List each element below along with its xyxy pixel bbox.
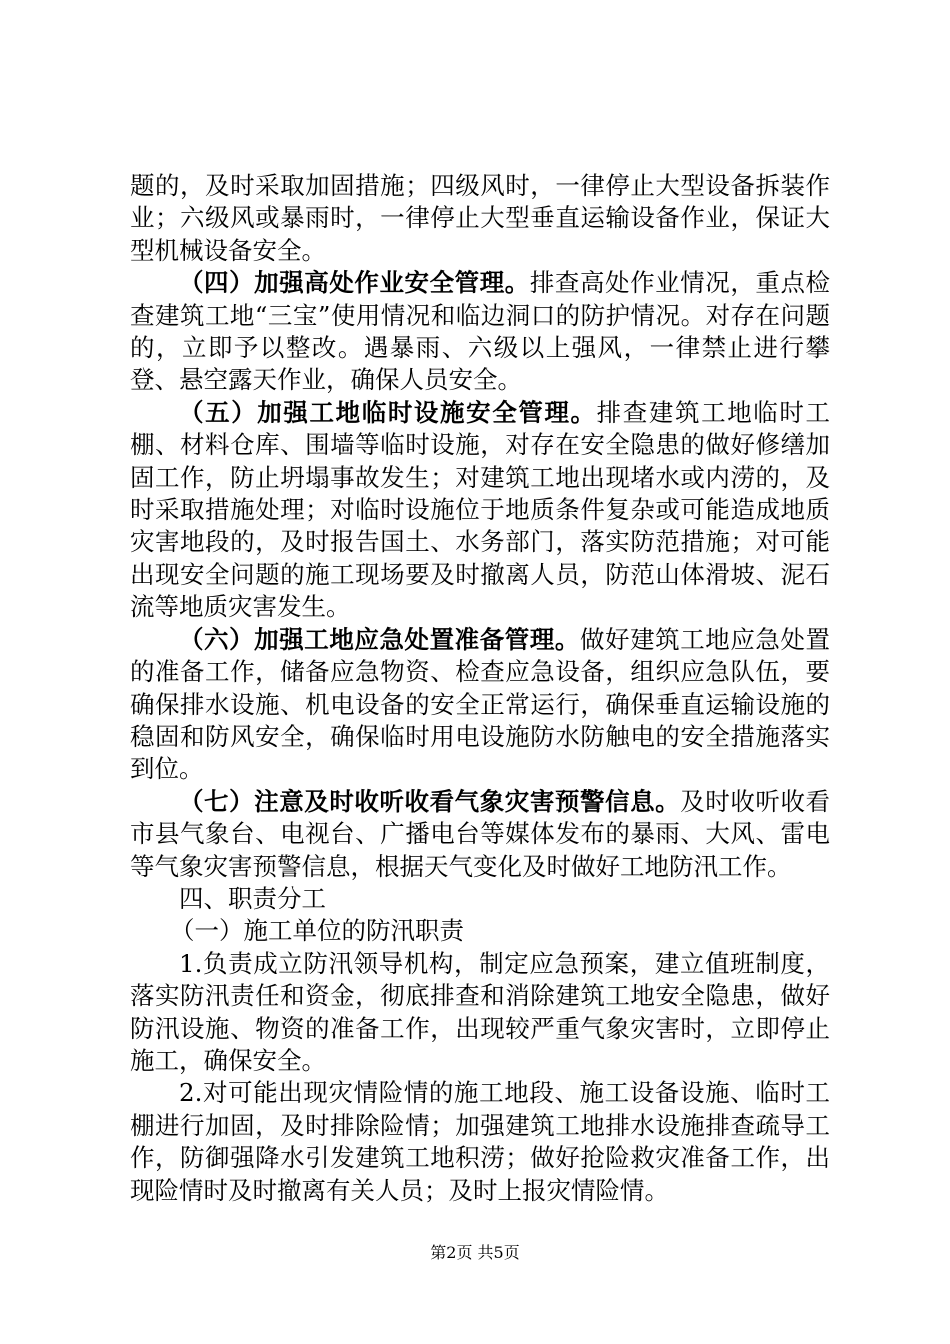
document-body <box>130 170 830 1207</box>
paragraph-title: （五）加强工地临时设施安全管理。 <box>179 397 597 427</box>
paragraph-title: （七）注意及时收听收看气象灾害预警信息。 <box>179 786 681 816</box>
paragraph-temporary-facilities <box>130 397 830 624</box>
paragraph-body: 排查高处作业情况，重点检查建筑工地“三宝”使用情况和临边洞口的防护情况。对存在问题的，立即予以整改。遇暴雨、六级以上强风，一律禁止进行攀登、悬空露天作业，确保人员安全。 <box>130 268 831 395</box>
paragraph-title: （六）加强工地应急处置准备管理。 <box>179 624 580 654</box>
subsection-heading: （一）施工单位的防汛职责 <box>170 916 464 946</box>
paragraph-body: 排查建筑工地临时工棚、材料仓库、围墙等临时设施，对存在安全隐患的做好修缮加固工作，防止坍塌事故发生；对建筑工地出现堵水或内涝的，及时采取措施处理；对临时设施位于地质条件复杂或可能造成地质灾害地段的，及时报告国土、水务部门，落实防范措施；对可能出现安全问题的施工现场要及时撤离人员，防范山体滑坡、泥石流等地质灾害发生。 <box>130 397 831 622</box>
paragraph-high-altitude-work <box>130 267 830 397</box>
paragraph-emergency-preparation <box>130 624 830 786</box>
paragraph-body: 及时收听收看市县气象台、电视台、广播电台等媒体发布的暴雨、大风、雷电等气象灾害预警信息，根据天气变化及时做好工地防汛工作。 <box>130 786 831 881</box>
paragraph-item-2: 2.对可能出现灾情险情的施工地段、施工设备设施、临时工棚进行加固，及时排除险情；加强建筑工地排水设施排查疏导工作，防御强降水引发建筑工地积涝；做好抢险救灾准备工作，出现险情时及时撤离有关人员；及时上报灾情险情。 <box>130 1078 830 1205</box>
paragraph-item-1: 1.负责成立防汛领导机构，制定应急预案，建立值班制度，落实防汛责任和资金，彻底排查和消除建筑工地安全隐患，做好防汛设施、物资的准备工作，出现较严重气象灾害时，立即停止施工，确保安全。 <box>130 948 830 1075</box>
paragraph-weather-warnings <box>130 786 830 883</box>
paragraph-body: 做好建筑工地应急处置的准备工作，储备应急物资、检查应急设备，组织应急队伍，要确保排水设施、机电设备的安全正常运行，确保垂直运输设施的稳固和防风安全，确保临时用电设施防水防触电的安全措施落实到位。 <box>130 624 831 784</box>
paragraph-title: （四）加强高处作业安全管理。 <box>179 268 530 298</box>
paragraph-continuation: 题的，及时采取加固措施；四级风时，一律停止大型设备拆装作业；六级风或暴雨时，一律停止大型垂直运输设备作业，保证大型机械设备安全。 <box>130 171 830 265</box>
section-heading: 四、职责分工 <box>179 883 326 913</box>
page-number: 第2页 共5页 <box>430 1243 520 1262</box>
